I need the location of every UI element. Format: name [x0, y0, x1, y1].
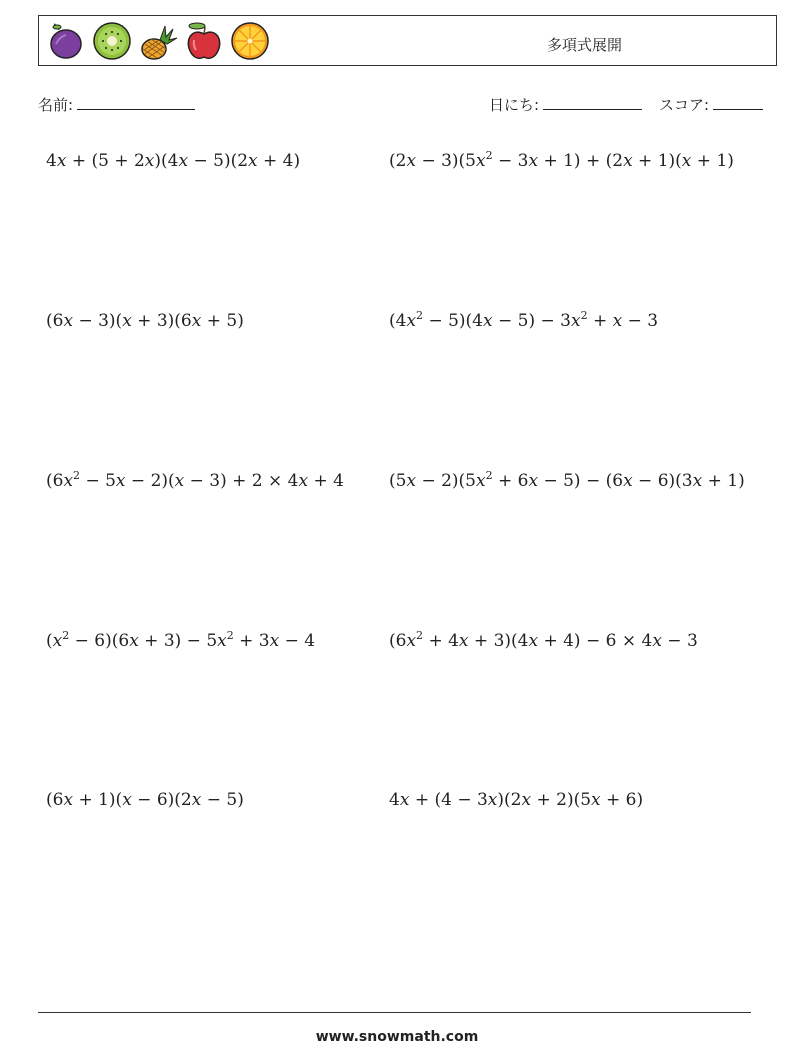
- problem-token: + 3)(6: [131, 311, 192, 331]
- problem-token: 2: [485, 149, 493, 162]
- date-field: [489, 94, 642, 115]
- problem-token: + 2)(5: [531, 790, 592, 810]
- problem-token: − 5: [80, 471, 116, 491]
- problem-token: − 6)(3: [632, 471, 693, 491]
- problem-token: )(2: [497, 790, 522, 810]
- problem-token: x: [406, 311, 417, 331]
- footer-url: www.snowmath.com: [315, 1029, 479, 1045]
- problem-token: − 6)(6: [69, 631, 130, 651]
- problem-token: − 3: [622, 311, 659, 331]
- problem-token: x: [217, 631, 227, 651]
- problem-token: x: [63, 790, 74, 810]
- problem-token: + 4: [308, 471, 344, 491]
- problem-token: − 3: [492, 151, 529, 171]
- problem-token: + 1): [691, 151, 734, 171]
- problem-token: x: [476, 471, 486, 491]
- problem-token: x: [591, 790, 601, 810]
- problem-token: (2: [389, 151, 407, 171]
- problem-1: [46, 151, 300, 171]
- problem-token: x: [63, 471, 74, 491]
- problem-token: + 4: [423, 631, 459, 651]
- problem-token: x: [612, 311, 623, 331]
- apple-icon: [183, 20, 225, 62]
- problem-7: [46, 631, 315, 651]
- problem-token: + 5): [201, 311, 244, 331]
- problem-token: x: [681, 151, 692, 171]
- problem-token: x: [623, 151, 633, 171]
- problem-token: − 2)(: [125, 471, 175, 491]
- problem-token: x: [521, 790, 532, 810]
- problem-token: x: [56, 151, 67, 171]
- problem-token: x: [528, 471, 539, 491]
- problem-token: − 4: [279, 631, 316, 651]
- problem-9: [46, 790, 244, 810]
- problem-token: + 4): [257, 151, 301, 171]
- problem-token: 2: [226, 629, 234, 642]
- problem-token: x: [52, 631, 63, 651]
- pineapple-icon: [137, 20, 179, 62]
- name-label: 名前:: [38, 96, 74, 114]
- name-field: [38, 94, 195, 115]
- problem-4: [389, 311, 658, 331]
- footer-divider: [38, 1012, 751, 1013]
- kiwi-icon: [91, 20, 133, 62]
- problem-token: + 1) + (2: [538, 151, 624, 171]
- plum-icon: [45, 20, 87, 62]
- score-label: スコア:: [659, 96, 710, 114]
- problem-token: + 6: [492, 471, 529, 491]
- problem-token: + 1)(: [73, 790, 123, 810]
- problem-token: 2: [62, 629, 70, 642]
- problem-token: x: [129, 631, 139, 651]
- problem-token: x: [191, 311, 202, 331]
- problem-token: 2: [416, 309, 424, 322]
- problem-token: x: [122, 790, 132, 810]
- problem-token: − 5)(2: [188, 151, 249, 171]
- problem-token: x: [115, 471, 126, 491]
- date-blank-line: [543, 95, 642, 110]
- problem-token: x: [458, 631, 469, 651]
- problem-token: 2: [485, 469, 493, 482]
- problem-token: − 2)(5: [416, 471, 476, 491]
- problem-token: + 1)(: [632, 151, 682, 171]
- problem-token: x: [652, 631, 662, 651]
- problem-token: 2: [73, 469, 81, 482]
- problem-token: + 3: [233, 631, 270, 651]
- problem-token: (6: [46, 790, 64, 810]
- problem-token: + (5 + 2: [66, 151, 145, 171]
- problem-token: x: [191, 790, 202, 810]
- worksheet-header: [38, 15, 777, 66]
- problem-token: 2: [580, 309, 588, 322]
- problem-token: − 3) + 2 × 4: [184, 471, 299, 491]
- problem-token: x: [692, 471, 703, 491]
- problem-token: − 3)(: [73, 311, 123, 331]
- problem-token: − 5) − 3: [492, 311, 571, 331]
- worksheet-title: 多項式展開: [547, 36, 623, 54]
- problem-token: x: [269, 631, 280, 651]
- problem-token: (4: [389, 311, 407, 331]
- problem-token: − 3)(5: [416, 151, 476, 171]
- problem-token: 4: [46, 151, 57, 171]
- problem-token: 2: [416, 629, 424, 642]
- problem-token: x: [406, 151, 417, 171]
- score-blank-line: [713, 95, 763, 110]
- problem-token: )(4: [154, 151, 179, 171]
- problem-token: + 6): [600, 790, 644, 810]
- problem-token: x: [399, 790, 410, 810]
- problem-token: − 5)(4: [423, 311, 483, 331]
- problem-token: x: [476, 151, 486, 171]
- problem-2: [389, 151, 734, 171]
- fruit-icon-row: [45, 20, 271, 62]
- problem-token: +: [587, 311, 613, 331]
- name-blank-line: [77, 95, 195, 110]
- problem-token: x: [144, 151, 155, 171]
- problem-token: x: [298, 471, 309, 491]
- problem-token: x: [406, 631, 417, 651]
- problem-token: (: [46, 631, 53, 651]
- problem-token: x: [623, 471, 633, 491]
- problem-token: x: [528, 631, 539, 651]
- problem-token: x: [174, 471, 185, 491]
- problem-token: (6: [389, 631, 407, 651]
- date-label: 日にち:: [489, 96, 540, 114]
- problem-token: (6: [46, 471, 64, 491]
- problem-token: (6: [46, 311, 64, 331]
- problem-10: [389, 790, 643, 810]
- problem-token: x: [483, 311, 493, 331]
- problem-token: x: [178, 151, 189, 171]
- problem-token: x: [487, 790, 498, 810]
- problem-6: [389, 471, 745, 491]
- problem-5: [46, 471, 344, 491]
- problem-token: x: [570, 311, 581, 331]
- problem-token: − 6)(2: [131, 790, 192, 810]
- problem-token: + 3) − 5: [138, 631, 218, 651]
- score-field: [659, 94, 763, 115]
- problem-3: [46, 311, 244, 331]
- orange-icon: [229, 20, 271, 62]
- problem-token: x: [406, 471, 417, 491]
- problem-token: x: [248, 151, 258, 171]
- problem-token: x: [528, 151, 539, 171]
- problem-8: [389, 631, 698, 651]
- problem-token: x: [122, 311, 132, 331]
- problem-token: − 3: [661, 631, 698, 651]
- problem-token: − 5) − (6: [538, 471, 624, 491]
- problem-token: + (4 − 3: [409, 790, 488, 810]
- problem-token: + 3)(4: [468, 631, 529, 651]
- problem-token: + 4) − 6 × 4: [538, 631, 653, 651]
- problem-token: x: [63, 311, 74, 331]
- problem-token: + 1): [702, 471, 745, 491]
- problem-token: 4: [389, 790, 400, 810]
- problem-token: (5: [389, 471, 407, 491]
- problem-token: − 5): [201, 790, 244, 810]
